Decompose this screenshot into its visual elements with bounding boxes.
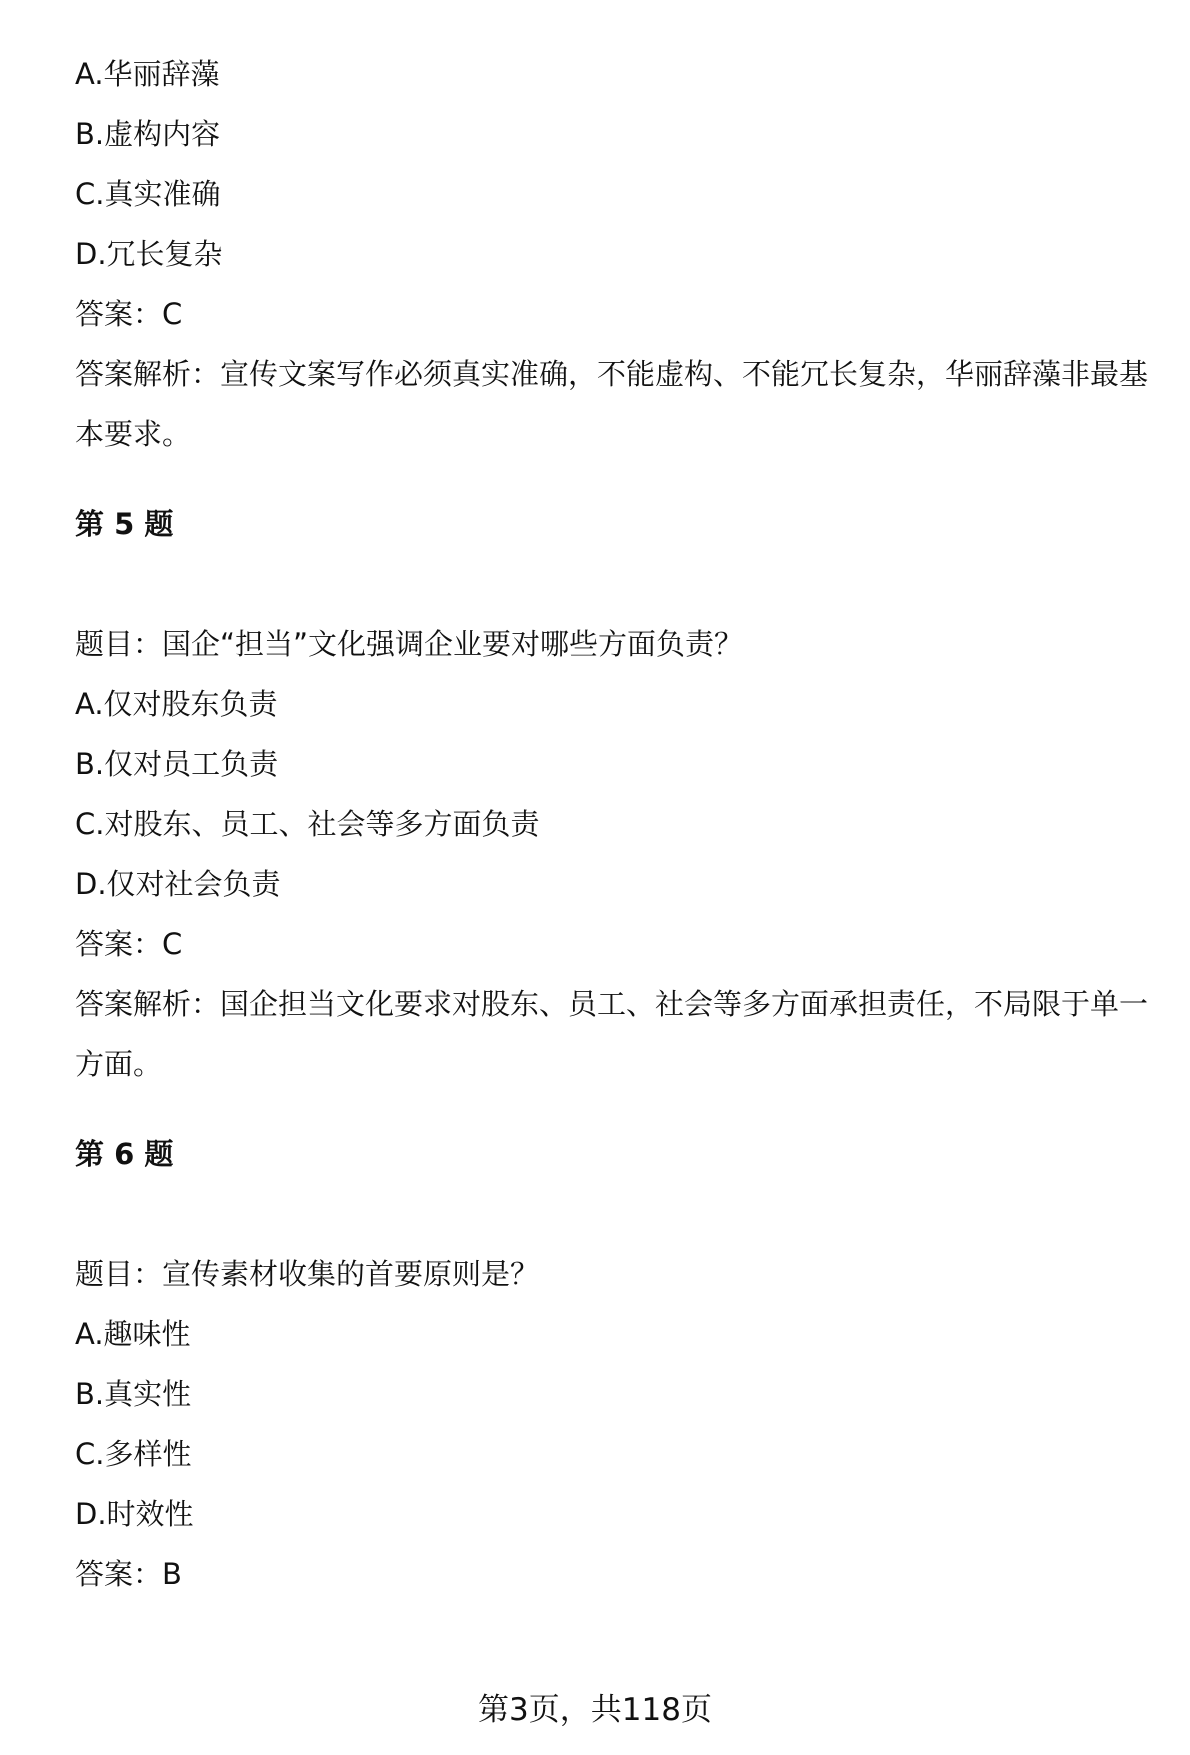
- answer-analysis: 答案解析：宣传文案写作必须真实准确，不能虚构、不能冗长复杂，华丽辞藻非最基本要求。: [75, 357, 1149, 451]
- option-d: D.时效性: [75, 1497, 194, 1531]
- document-page: [75, 44, 1165, 1604]
- option-a: A.仅对股东负责: [75, 687, 278, 721]
- q6-block: [75, 1124, 1165, 1604]
- option-b: B.仅对员工负责: [75, 747, 279, 781]
- question-text: 题目：国企“担当”文化强调企业要对哪些方面负责？: [75, 627, 744, 661]
- question-heading: 第 6 题: [75, 1137, 174, 1171]
- answer: 答案：B: [75, 1557, 182, 1591]
- question-text: 题目：宣传素材收集的首要原则是？: [75, 1257, 540, 1291]
- option-b: B.真实性: [75, 1377, 192, 1411]
- q5-block: [75, 494, 1165, 1094]
- option-d: D.冗长复杂: [75, 237, 223, 271]
- option-c: C.多样性: [75, 1437, 192, 1471]
- option-a: A.华丽辞藻: [75, 57, 220, 91]
- answer-analysis: 答案解析：国企担当文化要求对股东、员工、社会等多方面承担责任，不局限于单一方面。: [75, 987, 1149, 1081]
- option-b: B.虚构内容: [75, 117, 221, 151]
- option-d: D.仅对社会负责: [75, 867, 281, 901]
- answer: 答案：C: [75, 927, 183, 961]
- q4-block: [75, 44, 1165, 464]
- option-a: A.趣味性: [75, 1317, 191, 1351]
- option-c: C.真实准确: [75, 177, 221, 211]
- option-c: C.对股东、员工、社会等多方面负责: [75, 807, 540, 841]
- question-heading: 第 5 题: [75, 507, 174, 541]
- answer: 答案：C: [75, 297, 183, 331]
- page-footer: 第3页，共118页: [478, 1692, 712, 1728]
